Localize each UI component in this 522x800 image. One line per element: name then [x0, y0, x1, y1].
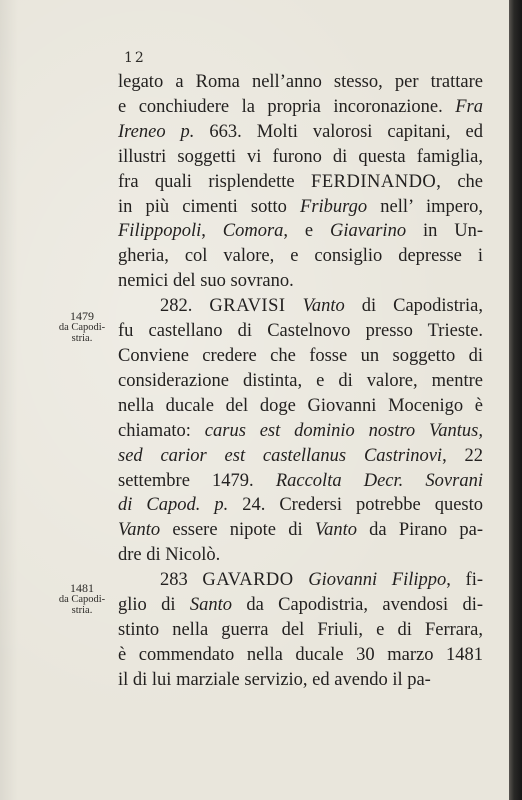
italic-text: Vanto — [314, 520, 357, 541]
text-segment: settembre 1479. — [118, 470, 276, 491]
text-line — [118, 419, 483, 444]
text-segment: da Capodistria, avendosi di- — [231, 595, 483, 616]
name-caps-text: GRAVISI — [209, 296, 286, 317]
italic-text: Raccolta Decr. Sovrani — [275, 470, 483, 491]
text-line — [118, 145, 483, 170]
margin-note-text: stria. — [71, 605, 93, 616]
text-line — [118, 195, 483, 220]
text-segment: , fi- — [446, 570, 484, 591]
text-segment: in Un- — [406, 221, 483, 242]
text-line — [118, 469, 483, 494]
text-line — [118, 244, 483, 269]
italic-text: Ireneo p. — [118, 121, 195, 142]
text-segment: considerazione distinta, e di valore, mentre — [118, 370, 483, 391]
text-line — [118, 568, 483, 593]
text-line — [118, 170, 483, 195]
text-segment: chiamato: — [118, 420, 205, 441]
italic-text: Santo — [189, 595, 232, 616]
margin-note-year: 1479 — [70, 309, 94, 323]
text-segment: essere nipote di — [160, 520, 315, 541]
text-segment: fu castellano di Castelnovo presso Trieste. — [118, 321, 483, 342]
text-segment: di Capodistria, — [344, 296, 484, 317]
margin-note-text: da Capodi- — [58, 594, 106, 605]
text-segment: , — [201, 221, 223, 242]
body-text — [118, 70, 483, 693]
italic-text: Friburgo — [300, 196, 368, 217]
text-segment: nella ducale del doge Giovanni Mocenigo è — [118, 395, 483, 416]
text-segment: 283 — [160, 570, 203, 591]
text-segment: stinto nella guerra del Friuli, e di Ferrara, — [118, 619, 483, 640]
margin-note-text: stria. — [71, 333, 93, 344]
name-caps-text: FERDINANDO — [311, 171, 437, 192]
text-line — [118, 593, 483, 618]
margin-note-1481 — [56, 582, 108, 616]
text-line — [118, 70, 483, 95]
italic-text: Vanto — [118, 520, 161, 541]
text-segment: , e — [283, 221, 331, 242]
italic-text: di Capod. p. — [118, 495, 229, 516]
italic-text: Comora — [222, 221, 284, 242]
text-segment: e conchiudere la propria incoronazione. — [118, 96, 456, 117]
italic-text: sed carior est castellanus Castrinovi — [118, 445, 443, 466]
page-number: 12 — [124, 50, 146, 66]
text-segment: dre di Nicolò. — [118, 545, 221, 566]
italic-text: carus est dominio nostro Vantus, — [204, 420, 483, 441]
text-line — [118, 643, 483, 668]
text-line — [118, 319, 483, 344]
text-segment: fra quali risplendette — [118, 171, 312, 192]
text-line — [118, 219, 483, 244]
text-segment — [286, 296, 303, 316]
text-line — [118, 444, 483, 469]
italic-text: Vanto — [302, 296, 345, 317]
text-line — [118, 120, 483, 145]
name-caps-text: GAVARDO — [202, 570, 294, 591]
text-segment: nell’ impero, — [367, 196, 483, 217]
text-segment: glio di — [118, 595, 190, 616]
text-segment: il di lui marziale servizio, ed avendo il pa- — [118, 669, 431, 690]
text-line — [118, 518, 483, 543]
text-line — [118, 394, 483, 419]
text-segment: illustri soggetti vi furono di questa famiglia, — [118, 146, 483, 167]
text-segment: legato a Roma nell’anno stesso, per trattare — [118, 72, 483, 92]
text-line — [118, 269, 483, 294]
text-line — [118, 668, 483, 693]
text-segment: nemici del suo sovrano. — [118, 271, 294, 292]
text-segment: , 22 — [442, 445, 483, 466]
italic-text: Fra — [455, 96, 483, 117]
text-line — [118, 369, 483, 394]
text-line — [118, 543, 483, 568]
text-segment — [294, 570, 309, 590]
text-line — [118, 344, 483, 369]
book-spine-shadow — [509, 0, 522, 800]
text-line — [118, 294, 483, 319]
text-segment: da Pirano pa- — [356, 520, 483, 541]
italic-text: Filippopoli — [118, 221, 202, 242]
text-segment: in più cimenti sotto — [118, 196, 301, 217]
text-segment: 663. Molti valorosi capitani, ed — [194, 121, 483, 142]
margin-note-year: 1481 — [70, 581, 94, 595]
text-segment: Conviene credere che fosse un soggetto di — [118, 345, 483, 366]
text-line — [118, 618, 483, 643]
text-segment: 24. Credersi potrebbe questo — [228, 495, 483, 516]
italic-text: Giovanni Filippo — [308, 570, 447, 591]
margin-note-1479 — [56, 310, 108, 344]
text-line — [118, 493, 483, 518]
margin-note-text: da Capodi- — [58, 322, 106, 333]
text-segment: è commendato nella ducale 30 marzo 1481 — [118, 644, 483, 665]
text-segment: gheria, col valore, e consiglio depresse i — [118, 246, 483, 267]
italic-text: Giavarino — [330, 221, 407, 242]
text-segment: 282. — [160, 296, 210, 317]
text-segment: , che — [436, 171, 483, 192]
text-line — [118, 95, 483, 120]
